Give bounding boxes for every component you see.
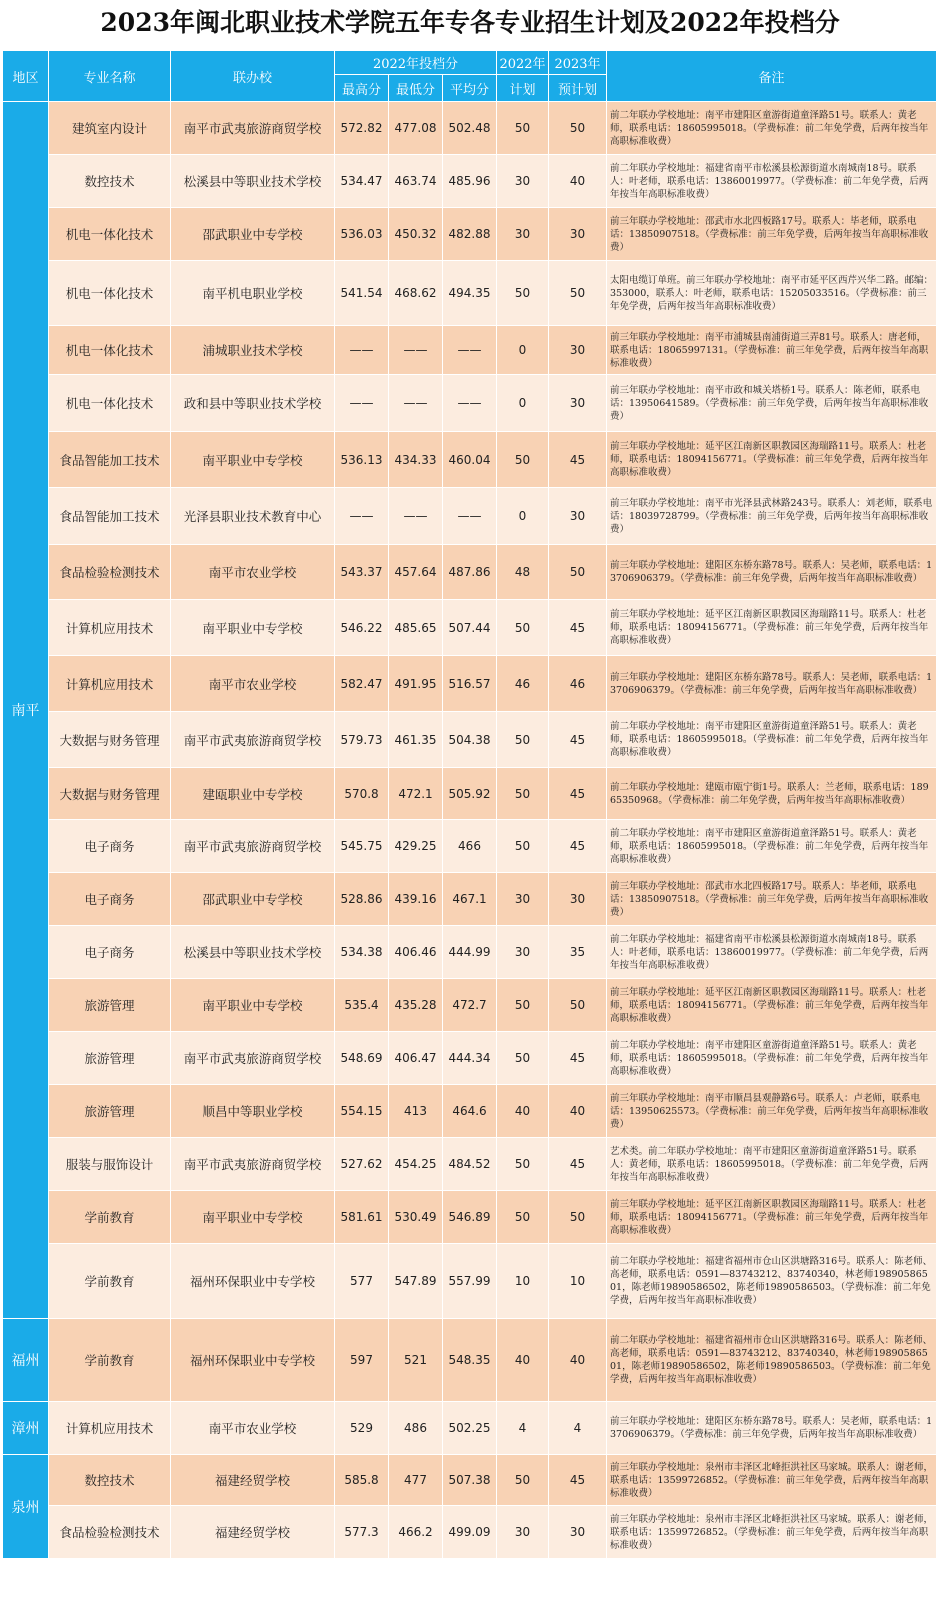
min-score-cell: 435.28 [389,979,443,1032]
max-score-cell: 545.75 [335,820,389,873]
header-score-group: 2022年投档分 [335,51,497,75]
avg-score-cell: 507.44 [443,600,497,656]
plan-2022-cell: 50 [497,979,549,1032]
school-cell: 南平市武夷旅游商贸学校 [171,820,335,873]
max-score-cell: 585.8 [335,1455,389,1506]
avg-score-cell: 444.34 [443,1032,497,1085]
remark-cell: 前三年联办学校地址：南平市浦城县南浦街道三弄81号。联系人：唐老师，联系电话：18065997131。（学费标准：前三年免学费，后两年按当年高职标准收费） [607,326,937,375]
avg-score-cell: 546.89 [443,1191,497,1244]
school-cell: 南平市农业学校 [171,1402,335,1455]
enrollment-plan-table [2,50,937,1559]
school-cell: 松溪县中等职业技术学校 [171,926,335,979]
header-major: 专业名称 [49,51,171,102]
table-row [3,1506,937,1559]
min-score-cell: 491.95 [389,656,443,712]
plan-2023-cell: 46 [549,656,607,712]
plan-2022-cell: 40 [497,1085,549,1138]
school-cell: 浦城职业技术学校 [171,326,335,375]
remark-cell: 前三年联办学校地址：建阳区东桥东路78号。联系人：吴老师，联系电话：13706906379。（学费标准：前三年免学费，后两年按当年高职标准收费） [607,1402,937,1455]
min-score-cell: 406.47 [389,1032,443,1085]
plan-2023-cell: 35 [549,926,607,979]
region-cell: 南平 [3,102,49,1319]
min-score-cell: 406.46 [389,926,443,979]
avg-score-cell: 507.38 [443,1455,497,1506]
avg-score-cell: —— [443,326,497,375]
max-score-cell: 528.86 [335,873,389,926]
min-score-cell: 468.62 [389,261,443,326]
max-score-cell: 572.82 [335,102,389,155]
page-title: 2023年闽北职业技术学院五年专各专业招生计划及2022年投档分 [100,8,840,37]
school-cell: 光泽县职业技术教育中心 [171,488,335,545]
header-plan2022-bottom: 计划 [497,75,549,102]
remark-cell: 太阳电缆订单班。前三年联办学校地址：南平市延平区西芹兴华二路。邮编：353000，联系人：叶老师，联系电话：15205033516。（学费标准：前三年免学费，后两年按当年高职标准收费） [607,261,937,326]
plan-2023-cell: 10 [549,1244,607,1319]
plan-2023-cell: 40 [549,1319,607,1402]
remark-cell: 前三年联办学校地址：延平区江南新区职教园区海瑞路11号。联系人：杜老师，联系电话：18094156771。（学费标准：前三年免学费，后两年按当年高职标准收费） [607,600,937,656]
major-cell: 食品检验检测技术 [49,545,171,600]
max-score-cell: 570.8 [335,768,389,820]
plan-2022-cell: 30 [497,873,549,926]
plan-2022-cell: 48 [497,545,549,600]
max-score-cell: 554.15 [335,1085,389,1138]
avg-score-cell: 484.52 [443,1138,497,1191]
plan-2023-cell: 40 [549,155,607,208]
avg-score-cell: 499.09 [443,1506,497,1559]
plan-2023-cell: 45 [549,768,607,820]
plan-2022-cell: 50 [497,712,549,768]
school-cell: 南平市农业学校 [171,656,335,712]
school-cell: 福州环保职业中专学校 [171,1319,335,1402]
max-score-cell: 546.22 [335,600,389,656]
min-score-cell: —— [389,375,443,432]
remark-cell: 前三年联办学校地址：延平区江南新区职教园区海瑞路11号。联系人：杜老师，联系电话：18094156771。（学费标准：前三年免学费，后两年按当年高职标准收费） [607,432,937,488]
max-score-cell: 529 [335,1402,389,1455]
avg-score-cell: —— [443,488,497,545]
header-avg-score: 平均分 [443,75,497,102]
remark-cell: 前三年联办学校地址：延平区江南新区职教园区海瑞路11号。联系人：杜老师，联系电话：18094156771。（学费标准：前三年免学费，后两年按当年高职标准收费） [607,979,937,1032]
avg-score-cell: 472.7 [443,979,497,1032]
school-cell: 南平市武夷旅游商贸学校 [171,1032,335,1085]
max-score-cell: —— [335,375,389,432]
remark-cell: 前二年联办学校地址：建瓯市瓯宁街1号。联系人：兰老师，联系电话：18965350968。（学费标准：前二年免学费，后两年按当年高职标准收费） [607,768,937,820]
major-cell: 学前教育 [49,1319,171,1402]
plan-2023-cell: 50 [549,979,607,1032]
avg-score-cell: 516.57 [443,656,497,712]
major-cell: 计算机应用技术 [49,656,171,712]
avg-score-cell: 502.48 [443,102,497,155]
major-cell: 机电一体化技术 [49,261,171,326]
header-plan2023-bottom: 预计划 [549,75,607,102]
avg-score-cell: 466 [443,820,497,873]
avg-score-cell: 502.25 [443,1402,497,1455]
table-row [3,1191,937,1244]
remark-cell: 艺术类。前二年联办学校地址：南平市建阳区童游街道童泽路51号。联系人：黄老师，联系电话：18605995018。（学费标准：前二年免学费，后两年按当年高职标准收费） [607,1138,937,1191]
avg-score-cell: 548.35 [443,1319,497,1402]
remark-cell: 前三年联办学校地址：南平市顺昌县观静路6号。联系人：卢老师，联系电话：13950625573。（学费标准：前三年免学费，后两年按当年高职标准收费） [607,1085,937,1138]
min-score-cell: 466.2 [389,1506,443,1559]
plan-2022-cell: 50 [497,820,549,873]
plan-2022-cell: 50 [497,432,549,488]
max-score-cell: 582.47 [335,656,389,712]
remark-cell: 前三年联办学校地址：泉州市丰泽区北峰拒洪社区马家城。联系人：谢老师，联系电话：13599726852。（学费标准：前三年免学费，后两年按当年高职标准收费） [607,1506,937,1559]
plan-2022-cell: 50 [497,600,549,656]
region-cell: 泉州 [3,1455,49,1559]
remark-cell: 前二年联办学校地址：南平市建阳区童游街道童泽路51号。联系人：黄老师，联系电话：18605995018。（学费标准：前二年免学费，后两年按当年高职标准收费） [607,102,937,155]
max-score-cell: 535.4 [335,979,389,1032]
max-score-cell: 527.62 [335,1138,389,1191]
plan-2023-cell: 30 [549,873,607,926]
max-score-cell: 534.47 [335,155,389,208]
max-score-cell: —— [335,326,389,375]
table-row [3,208,937,261]
school-cell: 南平机电职业学校 [171,261,335,326]
remark-cell: 前二年联办学校地址：福建省福州市仓山区洪塘路316号。联系人：陈老师、高老师，联系电话：0591—83743212、83740340，林老师19890586501，陈老师19890586502，陈老师19890586503。（学费标准：前二年免学费，后两年按当年高职标准收费） [607,1244,937,1319]
plan-2023-cell: 50 [549,102,607,155]
table-row [3,155,937,208]
header-min-score: 最低分 [389,75,443,102]
remark-cell: 前三年联办学校地址：泉州市丰泽区北峰拒洪社区马家城。联系人：谢老师，联系电话：13599726852。（学费标准：前三年免学费，后两年按当年高职标准收费） [607,1455,937,1506]
region-cell: 漳州 [3,1402,49,1455]
remark-cell: 前三年联办学校地址：建阳区东桥东路78号。联系人：吴老师，联系电话：13706906379。（学费标准：前三年免学费，后两年按当年高职标准收费） [607,545,937,600]
min-score-cell: —— [389,326,443,375]
avg-score-cell: 444.99 [443,926,497,979]
plan-2023-cell: 30 [549,1506,607,1559]
table-row [3,926,937,979]
plan-2023-cell: 30 [549,208,607,261]
table-row [3,768,937,820]
max-score-cell: —— [335,488,389,545]
table-header [3,51,937,102]
max-score-cell: 548.69 [335,1032,389,1085]
remark-cell: 前三年联办学校地址：南平市政和城关塔桥1号。联系人：陈老师，联系电话：13950641589。（学费标准：前三年免学费，后两年按当年高职标准收费） [607,375,937,432]
major-cell: 旅游管理 [49,979,171,1032]
avg-score-cell: 464.6 [443,1085,497,1138]
table-row [3,979,937,1032]
major-cell: 电子商务 [49,820,171,873]
major-cell: 机电一体化技术 [49,208,171,261]
major-cell: 旅游管理 [49,1085,171,1138]
school-cell: 南平职业中专学校 [171,432,335,488]
max-score-cell: 597 [335,1319,389,1402]
major-cell: 食品智能加工技术 [49,432,171,488]
plan-2022-cell: 50 [497,1191,549,1244]
avg-score-cell: 460.04 [443,432,497,488]
min-score-cell: 521 [389,1319,443,1402]
table-row [3,712,937,768]
plan-2023-cell: 45 [549,1032,607,1085]
major-cell: 建筑室内设计 [49,102,171,155]
school-cell: 松溪县中等职业技术学校 [171,155,335,208]
header-region: 地区 [3,51,49,102]
min-score-cell: 486 [389,1402,443,1455]
major-cell: 电子商务 [49,873,171,926]
plan-2023-cell: 45 [549,600,607,656]
major-cell: 大数据与财务管理 [49,712,171,768]
remark-cell: 前二年联办学校地址：福建省南平市松溪县松源街道水南城南18号。联系人：叶老师，联系电话：13860019977。（学费标准：前二年免学费，后两年按当年高职标准收费） [607,926,937,979]
min-score-cell: 457.64 [389,545,443,600]
plan-2022-cell: 50 [497,1455,549,1506]
remark-cell: 前二年联办学校地址：南平市建阳区童游街道童泽路51号。联系人：黄老师，联系电话：18605995018。（学费标准：前二年免学费，后两年按当年高职标准收费） [607,712,937,768]
table-row [3,1402,937,1455]
table-row [3,1085,937,1138]
plan-2023-cell: 50 [549,261,607,326]
school-cell: 南平职业中专学校 [171,1191,335,1244]
table-row [3,545,937,600]
avg-score-cell: 482.88 [443,208,497,261]
remark-cell: 前三年联办学校地址：邵武市水北四板路17号。联系人：毕老师，联系电话：13850907518。（学费标准：前三年免学费，后两年按当年高职标准收费） [607,208,937,261]
school-cell: 南平市武夷旅游商贸学校 [171,1138,335,1191]
max-score-cell: 579.73 [335,712,389,768]
remark-cell: 前二年联办学校地址：福建省福州市仓山区洪塘路316号。联系人：陈老师、高老师，联系电话：0591—83743212、83740340，林老师19890586501，陈老师19890586502，陈老师19890586503。（学费标准：前二年免学费，后两年按当年高职标准收费） [607,1319,937,1402]
plan-2023-cell: 45 [549,820,607,873]
school-cell: 南平市武夷旅游商贸学校 [171,102,335,155]
max-score-cell: 536.03 [335,208,389,261]
table-row [3,1244,937,1319]
table-row [3,1032,937,1085]
header-remark: 备注 [607,51,937,102]
min-score-cell: 429.25 [389,820,443,873]
remark-cell: 前三年联办学校地址：建阳区东桥东路78号。联系人：吴老师，联系电话：13706906379。（学费标准：前三年免学费，后两年按当年高职标准收费） [607,656,937,712]
plan-2023-cell: 4 [549,1402,607,1455]
header-school: 联办校 [171,51,335,102]
major-cell: 计算机应用技术 [49,600,171,656]
major-cell: 旅游管理 [49,1032,171,1085]
table-row [3,820,937,873]
min-score-cell: 434.33 [389,432,443,488]
table-body [3,102,937,1559]
major-cell: 学前教育 [49,1191,171,1244]
school-cell: 福建经贸学校 [171,1455,335,1506]
school-cell: 政和县中等职业技术学校 [171,375,335,432]
plan-2023-cell: 45 [549,712,607,768]
plan-2022-cell: 50 [497,768,549,820]
table-row [3,375,937,432]
table-row [3,873,937,926]
major-cell: 数控技术 [49,155,171,208]
header-plan2023-top: 2023年 [549,51,607,75]
school-cell: 邵武职业中专学校 [171,873,335,926]
major-cell: 数控技术 [49,1455,171,1506]
school-cell: 福州环保职业中专学校 [171,1244,335,1319]
school-cell: 南平市农业学校 [171,545,335,600]
plan-2023-cell: 45 [549,1455,607,1506]
avg-score-cell: —— [443,375,497,432]
plan-2023-cell: 40 [549,1085,607,1138]
min-score-cell: 547.89 [389,1244,443,1319]
plan-2022-cell: 4 [497,1402,549,1455]
min-score-cell: 450.32 [389,208,443,261]
min-score-cell: 454.25 [389,1138,443,1191]
plan-2023-cell: 50 [549,1191,607,1244]
table-row [3,261,937,326]
remark-cell: 前三年联办学校地址：南平市光泽县武林路243号。联系人：刘老师，联系电话：18039728799。（学费标准：前三年免学费，后两年按当年高职标准收费） [607,488,937,545]
major-cell: 计算机应用技术 [49,1402,171,1455]
plan-2022-cell: 50 [497,102,549,155]
plan-2022-cell: 0 [497,488,549,545]
major-cell: 学前教育 [49,1244,171,1319]
max-score-cell: 581.61 [335,1191,389,1244]
plan-2022-cell: 50 [497,261,549,326]
school-cell: 南平职业中专学校 [171,979,335,1032]
max-score-cell: 543.37 [335,545,389,600]
min-score-cell: 477 [389,1455,443,1506]
major-cell: 食品智能加工技术 [49,488,171,545]
plan-2022-cell: 30 [497,208,549,261]
min-score-cell: 477.08 [389,102,443,155]
plan-2023-cell: 50 [549,545,607,600]
min-score-cell: 463.74 [389,155,443,208]
header-max-score: 最高分 [335,75,389,102]
table-row [3,102,937,155]
plan-2022-cell: 40 [497,1319,549,1402]
min-score-cell: 530.49 [389,1191,443,1244]
max-score-cell: 577.3 [335,1506,389,1559]
major-cell: 机电一体化技术 [49,375,171,432]
school-cell: 邵武职业中专学校 [171,208,335,261]
table-row [3,326,937,375]
school-cell: 顺昌中等职业学校 [171,1085,335,1138]
major-cell: 机电一体化技术 [49,326,171,375]
table-row [3,488,937,545]
header-plan2022-top: 2022年 [497,51,549,75]
max-score-cell: 541.54 [335,261,389,326]
min-score-cell: 439.16 [389,873,443,926]
min-score-cell: 472.1 [389,768,443,820]
avg-score-cell: 505.92 [443,768,497,820]
min-score-cell: 485.65 [389,600,443,656]
table-row [3,656,937,712]
remark-cell: 前二年联办学校地址：福建省南平市松溪县松源街道水南城南18号。联系人：叶老师，联系电话：13860019977。（学费标准：前二年免学费，后两年按当年高职标准收费） [607,155,937,208]
remark-cell: 前三年联办学校地址：邵武市水北四板路17号。联系人：毕老师，联系电话：13850907518。（学费标准：前三年免学费，后两年按当年高职标准收费） [607,873,937,926]
plan-2023-cell: 30 [549,326,607,375]
table-row [3,432,937,488]
remark-cell: 前二年联办学校地址：南平市建阳区童游街道童泽路51号。联系人：黄老师，联系电话：18605995018。（学费标准：前二年免学费，后两年按当年高职标准收费） [607,1032,937,1085]
plan-2023-cell: 45 [549,1138,607,1191]
plan-2022-cell: 30 [497,155,549,208]
plan-2022-cell: 50 [497,1138,549,1191]
plan-2023-cell: 30 [549,488,607,545]
avg-score-cell: 557.99 [443,1244,497,1319]
school-cell: 南平市武夷旅游商贸学校 [171,712,335,768]
region-cell: 福州 [3,1319,49,1402]
avg-score-cell: 467.1 [443,873,497,926]
min-score-cell: —— [389,488,443,545]
major-cell: 食品检验检测技术 [49,1506,171,1559]
major-cell: 大数据与财务管理 [49,768,171,820]
avg-score-cell: 487.86 [443,545,497,600]
remark-cell: 前三年联办学校地址：延平区江南新区职教园区海瑞路11号。联系人：杜老师，联系电话：18094156771。（学费标准：前三年免学费，后两年按当年高职标准收费） [607,1191,937,1244]
table-row [3,1319,937,1402]
school-cell: 建瓯职业中专学校 [171,768,335,820]
plan-2023-cell: 30 [549,375,607,432]
plan-2022-cell: 46 [497,656,549,712]
plan-2022-cell: 50 [497,1032,549,1085]
table-row [3,600,937,656]
plan-2022-cell: 0 [497,326,549,375]
major-cell: 服装与服饰设计 [49,1138,171,1191]
plan-2022-cell: 10 [497,1244,549,1319]
avg-score-cell: 485.96 [443,155,497,208]
school-cell: 福建经贸学校 [171,1506,335,1559]
major-cell: 电子商务 [49,926,171,979]
max-score-cell: 536.13 [335,432,389,488]
plan-2022-cell: 30 [497,926,549,979]
avg-score-cell: 494.35 [443,261,497,326]
remark-cell: 前二年联办学校地址：南平市建阳区童游街道童泽路51号。联系人：黄老师，联系电话：18605995018。（学费标准：前二年免学费，后两年按当年高职标准收费） [607,820,937,873]
plan-2022-cell: 0 [497,375,549,432]
plan-2022-cell: 30 [497,1506,549,1559]
table-row [3,1138,937,1191]
max-score-cell: 534.38 [335,926,389,979]
avg-score-cell: 504.38 [443,712,497,768]
school-cell: 南平职业中专学校 [171,600,335,656]
min-score-cell: 461.35 [389,712,443,768]
min-score-cell: 413 [389,1085,443,1138]
max-score-cell: 577 [335,1244,389,1319]
table-row [3,1455,937,1506]
plan-2023-cell: 45 [549,432,607,488]
